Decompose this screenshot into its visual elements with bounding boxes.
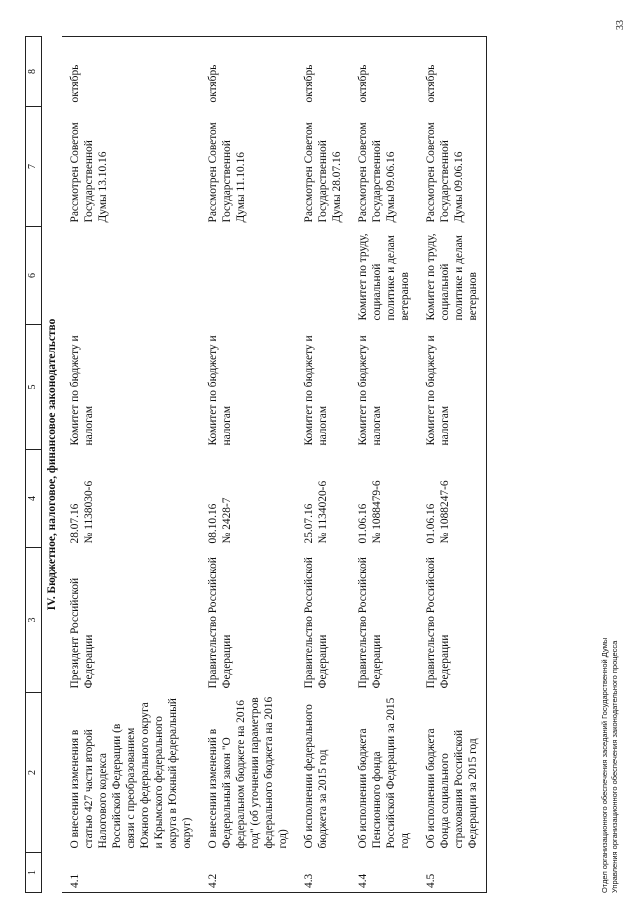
column-number: 6 [26, 227, 42, 325]
row-number: 4.4 [350, 853, 418, 893]
responsible-committee: Комитет по бюджету и налогам [418, 325, 487, 450]
bill-table [25, 36, 487, 893]
registration-info: 01.06.16 № 1088247-6 [418, 450, 487, 548]
bill-row [296, 37, 350, 893]
planned-month: октябрь [350, 37, 418, 107]
column-number: 5 [26, 325, 42, 450]
row-number: 4.5 [418, 853, 487, 893]
bill-row [200, 37, 296, 893]
row-number: 4.2 [200, 853, 296, 893]
row-number: 4.1 [62, 853, 200, 893]
co-executor-committee: Комитет по труду, социальной политике и делам ветеранов [418, 227, 487, 325]
column-number: 7 [26, 107, 42, 227]
bill-status: Рассмотрен Советом Государственной Думы 13.10.16 [69, 122, 109, 223]
responsible-committee: Комитет по бюджету и налогам [69, 335, 95, 446]
column-number: 3 [26, 548, 42, 693]
section-row [42, 37, 63, 893]
registration-info: 28.07.16 № 1138030-6 [69, 480, 95, 544]
bill-initiator: Правительство Российской Федерации [357, 557, 383, 689]
bill-status: Рассмотрен Советом Государственной Думы 11.10.16 [207, 122, 247, 223]
co-executor-committee: Комитет по труду, социальной политике и делам ветеранов [357, 233, 411, 321]
bill-status: Рассмотрен Советом Государственной Думы 09.06.16 [357, 122, 397, 223]
bill-status: Рассмотрен Советом Государственной Думы 28.07.16 [303, 122, 343, 223]
planned-month: октябрь [418, 37, 487, 107]
bill-title: О внесении изменения в статью 427 части второй Налогового кодекса Российской Федерации (в связи с преобразованием Южного федерального округа и Крымского федерального округа в Южный федеральный округ) [69, 698, 193, 849]
bill-title: Об исполнении бюджета Фонда социального страхования Российской Федерации за 2015 год [418, 693, 487, 853]
bill-initiator: Правительство Российской Федерации [207, 557, 233, 689]
bill-row [418, 37, 487, 893]
registration-info: 25.07.16 № 1134020-6 [303, 480, 329, 544]
registration-info: 08.10.16 № 2428-7 [207, 497, 233, 544]
section-title: IV. Бюджетное, налоговое, финансовое законодательство [46, 318, 58, 611]
bill-status: Рассмотрен Советом Государственной Думы 09.06.16 [418, 107, 487, 227]
column-number: 1 [26, 853, 42, 893]
bill-initiator: Президент Российской Федерации [69, 577, 95, 689]
co-executor-committee [296, 227, 350, 325]
bill-initiator: Правительство Российской Федерации [418, 548, 487, 693]
registration-info: 01.06.16 № 1088479-6 [357, 480, 383, 544]
footer [600, 638, 619, 893]
co-executor-committee [200, 227, 296, 325]
column-number: 2 [26, 693, 42, 853]
bill-row [350, 37, 418, 893]
co-executor-committee [62, 227, 200, 325]
bill-title: Об исполнении федерального бюджета за 2015 год [303, 704, 329, 849]
bill-row [62, 37, 200, 893]
column-number: 4 [26, 450, 42, 548]
responsible-committee: Комитет по бюджету и налогам [207, 335, 233, 446]
column-number-row [26, 37, 42, 893]
bill-initiator: Правительство Российской Федерации [303, 557, 329, 689]
planned-month: октябрь [200, 37, 296, 107]
planned-month: октябрь [62, 37, 200, 107]
bill-title: О внесении изменений в Федеральный закон "О федеральном бюджете на 2016 год" (об уточнении параметров федерального бюджета на 2016 год) [207, 696, 289, 849]
bill-title: Об исполнении бюджета Пенсионного фонда Российской Федерации за 2015 год [357, 697, 411, 849]
planned-month: октябрь [296, 37, 350, 107]
footer-line: Отдел организационного обеспечения заседаний Государственной Думы [600, 637, 609, 893]
responsible-committee: Комитет по бюджету и налогам [303, 335, 329, 446]
column-number: 8 [26, 37, 42, 107]
row-number: 4.3 [296, 853, 350, 893]
footer-line: Управления организационного обеспечения законодательного процесса [609, 640, 619, 893]
page-number: 33 [615, 20, 626, 30]
responsible-committee: Комитет по бюджету и налогам [357, 335, 383, 446]
